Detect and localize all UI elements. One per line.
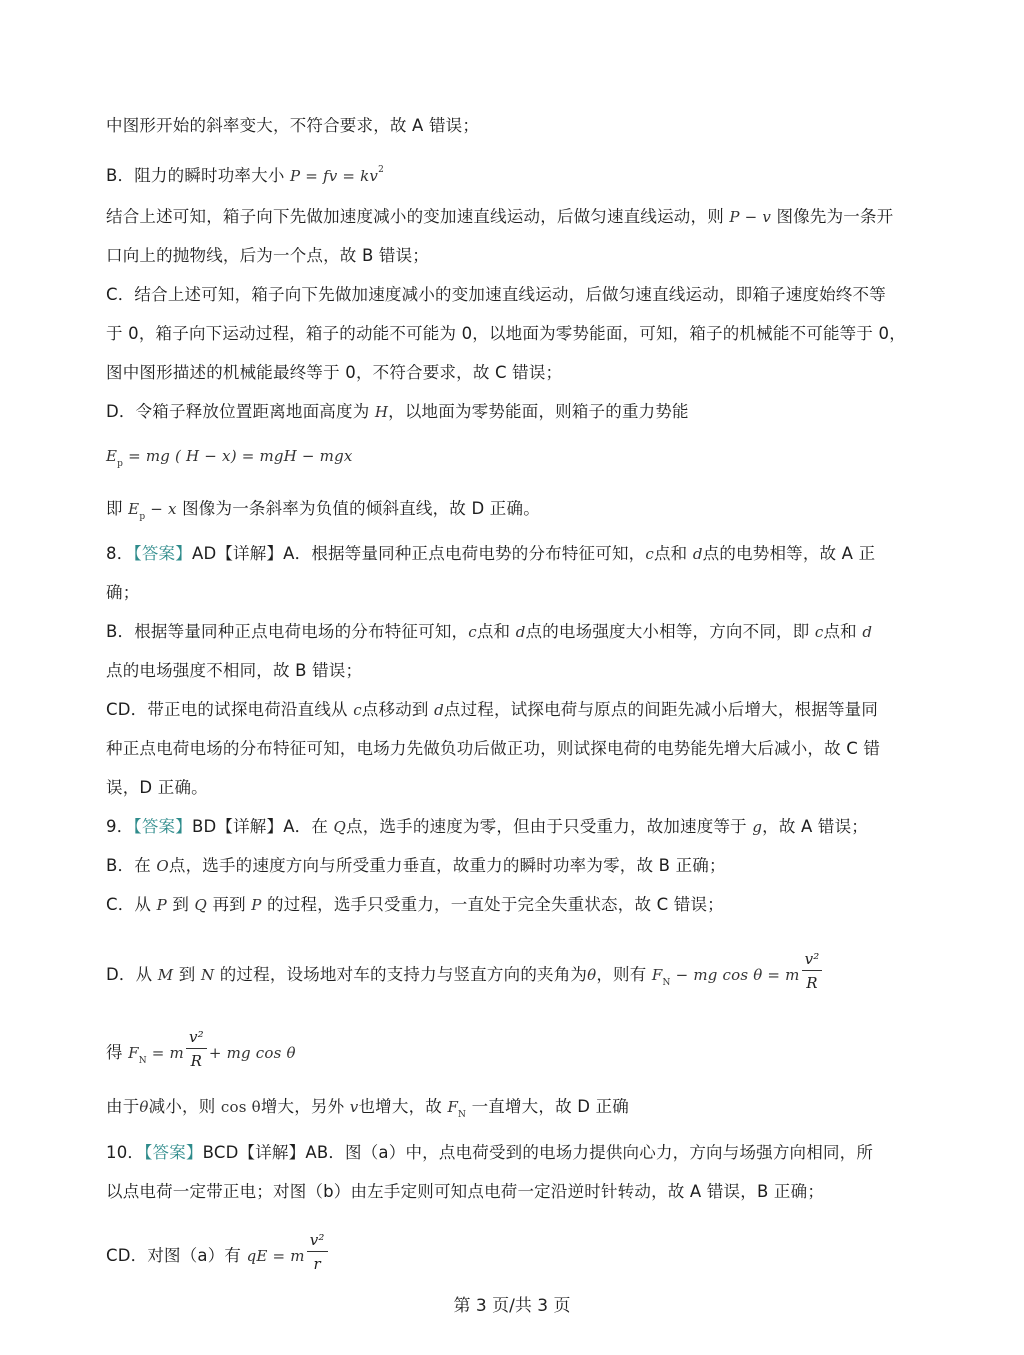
- formula: P − v: [729, 208, 772, 226]
- formula: qE = m: [246, 1247, 305, 1265]
- text-line: 由于θ减小，则 cos θ增大，另外 v也增大，故 $F_N$ 一直增大，故 D 正确: [106, 1097, 629, 1120]
- text-line: 确；: [106, 583, 140, 602]
- text-line: C．结合上述可知，箱子向下先做加速度减小的变加速直线运动，后做匀速直线运动，即箱子速度始终不等: [106, 285, 886, 304]
- text-line: 种正点电荷电场的分布特征可知，电场力先做负功后做正功，则试探电荷的电势能先增大后减小，故 C 错: [106, 739, 881, 758]
- formula-line: 得 $F_N = m$ $\frac{\text{v²}}{R}$ + mg cos θ: [106, 1030, 296, 1077]
- answer-line: 8．【答案】AD【详解】A．根据等量同种正点电荷电势的分布特征可知，c点和 d点的电势相等，故 A 正: [106, 544, 876, 563]
- text-line: CD．带正电的试探电荷沿直线从 c点移动到 d点过程，试探电荷与原点的间距先减小后增大，根据等量同: [106, 700, 879, 719]
- text-line: 误，D 正确。: [106, 778, 208, 797]
- answer-tag: 【答案】: [133, 817, 192, 836]
- fraction: $\frac{\text{v²}}{R}$: [186, 1026, 207, 1073]
- text-line: 中图形开始的斜率变大，不符合要求，故 A 错误；: [106, 116, 480, 135]
- text-line: 以点电荷一定带正电；对图（b）由左手定则可知点电荷一定沿逆时针转动，故 A 错误，B 正确；: [106, 1182, 825, 1201]
- text-line: B．根据等量同种正点电荷电场的分布特征可知，c点和 d点的电场强度大小相等，方向不同，即 c点和 d: [106, 622, 873, 641]
- text-line: D．从 M 到 N 的过程，设场地对车的支持力与竖直方向的夹角为θ，则有 $F_N$ − mg cos θ = m $\frac{\text{v²}}{R}$: [106, 952, 824, 999]
- formula: $E_p$ = mg ( H − x) = mgH − mgx: [106, 447, 353, 469]
- formula-line: CD．对图（a）有 qE = m $\frac{\text{v²}}{r}$: [106, 1233, 330, 1280]
- formula: $E_p - x$: [128, 500, 177, 522]
- text-line: 结合上述可知，箱子向下先做加速度减小的变加速直线运动，后做匀速直线运动，则 P − v 图像先为一条开: [106, 207, 894, 226]
- answer-line: 9．【答案】BD【详解】A．在 Q点，选手的速度为零，但由于只受重力，故加速度等于 g，故 A 错误；: [106, 817, 869, 836]
- formula: $F_N$ − mg cos θ = m: [651, 966, 800, 988]
- formula: $F_N = m$: [128, 1044, 184, 1066]
- text-line: B．在 O点，选手的速度方向与所受重力垂直，故重力的瞬时功率为零，故 B 正确；: [106, 856, 726, 875]
- formula: $F_N$: [447, 1098, 467, 1120]
- formula: P = fv = $kv^2$: [289, 165, 385, 185]
- text-line: 图中图形描述的机械能最终等于 0，不符合要求，故 C 错误；: [106, 363, 563, 382]
- text-line: C．从 P 到 Q 再到 P 的过程，选手只受重力，一直处于完全失重状态，故 C 错误；: [106, 895, 724, 914]
- text-line: 口向上的抛物线，后为一个点，故 B 错误；: [106, 246, 430, 265]
- answer-tag: 【答案】: [133, 544, 192, 563]
- fraction: $\frac{\text{v²}}{r}$: [307, 1229, 328, 1276]
- text-line: 于 0，箱子向下运动过程，箱子的动能不可能为 0，以地面为零势能面，可知，箱子的机械能不可能等于 0，: [106, 324, 906, 343]
- fraction: $\frac{\text{v²}}{R}$: [802, 948, 823, 995]
- text-line: D．令箱子释放位置距离地面高度为 H，以地面为零势能面，则箱子的重力势能: [106, 402, 689, 421]
- formula-line: [106, 444, 353, 476]
- answer-line: 10．【答案】BCD【详解】AB．图（a）中，点电荷受到的电场力提供向心力，方向与场强方向相同，所: [106, 1143, 874, 1162]
- answer-tag: 【答案】: [144, 1143, 203, 1162]
- text-line: B．阻力的瞬时功率大小 P = fv = $kv^2$: [106, 165, 385, 185]
- page-footer: 第 3 页/共 3 页: [453, 1296, 571, 1316]
- text-line: 即 $E_p - x$ 图像为一条斜率为负值的倾斜直线，故 D 正确。: [106, 499, 540, 522]
- text-line: 点的电场强度不相同，故 B 错误；: [106, 661, 363, 680]
